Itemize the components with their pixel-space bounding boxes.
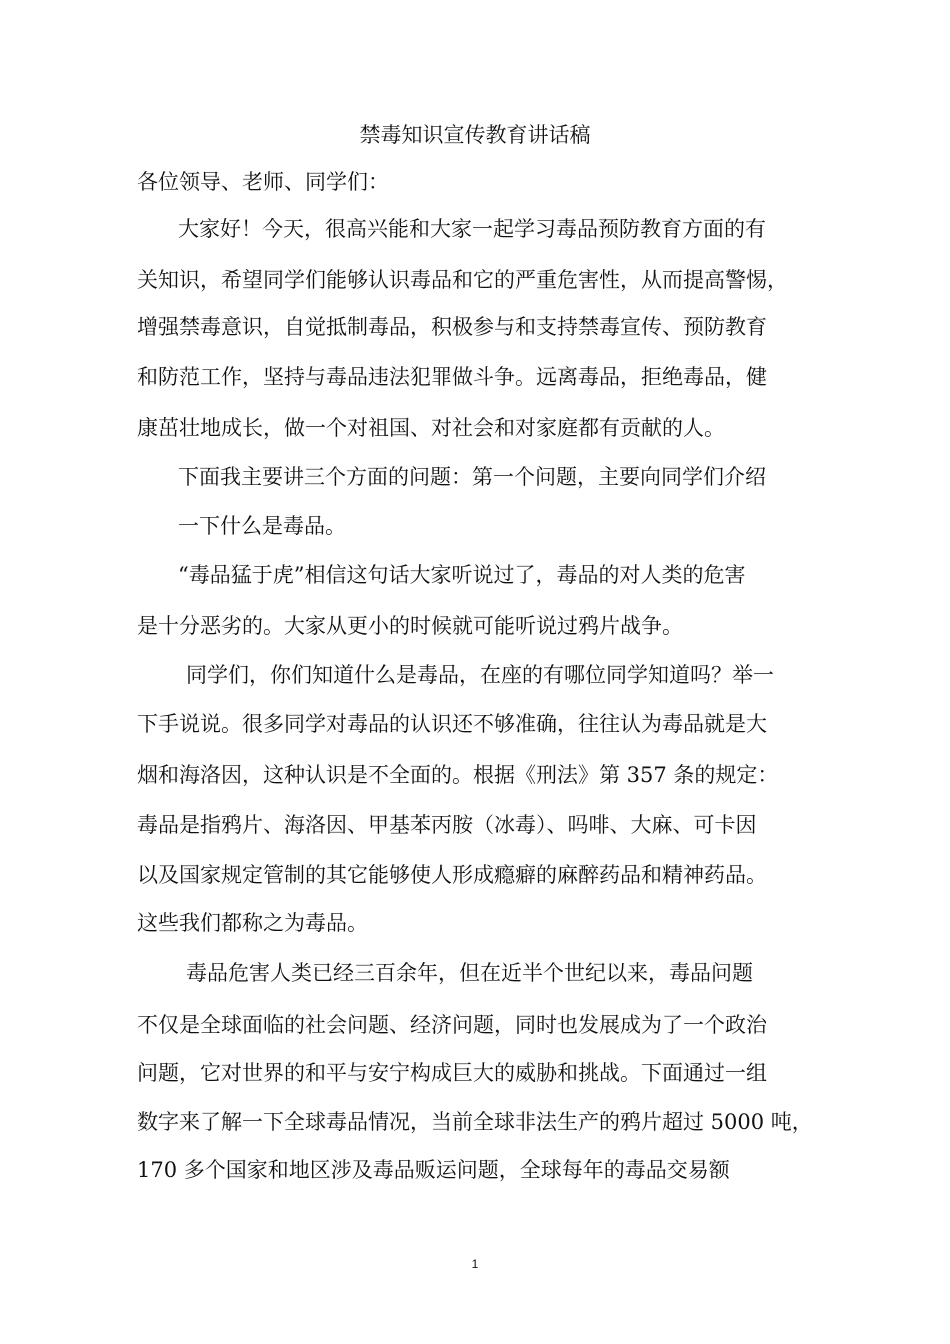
text-line: 170 多个国家和地区涉及毒品贩运问题，全球每年的毒品交易额 bbox=[137, 1158, 730, 1182]
text-line: 毒品是指鸦片、海洛因、甲基苯丙胺（冰毒）、吗啡、大麻、可卡因 bbox=[137, 813, 757, 837]
text-line: 一下什么是毒品。 bbox=[178, 514, 346, 538]
text-line: 是十分恶劣的。大家从更小的时候就可能听说过鸦片战争。 bbox=[137, 614, 683, 638]
text-line: 烟和海洛因，这种认识是不全面的。根据《刑法》第 357 条的规定： bbox=[137, 763, 779, 787]
text-line: 和防范工作，坚持与毒品违法犯罪做斗争。远离毒品，拒绝毒品，健 bbox=[137, 365, 767, 389]
text-line: 问题，它对世界的和平与安宁构成巨大的威胁和挑战。下面通过一组 bbox=[137, 1061, 767, 1085]
text-line: 下手说说。很多同学对毒品的认识还不够准确，往往认为毒品就是大 bbox=[137, 712, 767, 736]
text-line: 增强禁毒意识，自觉抵制毒品，积极参与和支持禁毒宣传、预防教育 bbox=[137, 315, 767, 339]
text-line: 康茁壮地成长，做一个对祖国、对社会和对家庭都有贡献的人。 bbox=[137, 416, 725, 440]
document-title: 禁毒知识宣传教育讲话稿 bbox=[359, 123, 591, 147]
text-line: 数字来了解一下全球毒品情况，当前全球非法生产的鸦片超过 5000 吨， bbox=[137, 1110, 813, 1134]
text-line: 关知识，希望同学们能够认识毒品和它的严重危害性，从而提高警惕， bbox=[137, 268, 788, 292]
text-line: 同学们，你们知道什么是毒品，在座的有哪位同学知道吗？举一 bbox=[186, 663, 774, 687]
text-line: 大家好！今天，很高兴能和大家一起学习毒品预防教育方面的有 bbox=[178, 217, 766, 241]
page-number: 1 bbox=[471, 1257, 479, 1271]
text-line: 这些我们都称之为毒品。 bbox=[137, 911, 368, 935]
text-line: 毒品危害人类已经三百余年，但在近半个世纪以来，毒品问题 bbox=[186, 961, 753, 985]
text-line: 各位领导、老师、同学们： bbox=[137, 170, 389, 194]
text-line: 不仅是全球面临的社会问题、经济问题，同时也发展成为了一个政治 bbox=[137, 1013, 767, 1037]
text-line: 以及国家规定管制的其它能够使人形成瘾癖的麻醉药品和精神药品。 bbox=[137, 863, 767, 887]
text-line: 下面我主要讲三个方面的问题：第一个问题，主要向同学们介绍 bbox=[178, 465, 766, 489]
text-line: “毒品猛于虎”相信这句话大家听说过了，毒品的对人类的危害 bbox=[178, 563, 746, 587]
